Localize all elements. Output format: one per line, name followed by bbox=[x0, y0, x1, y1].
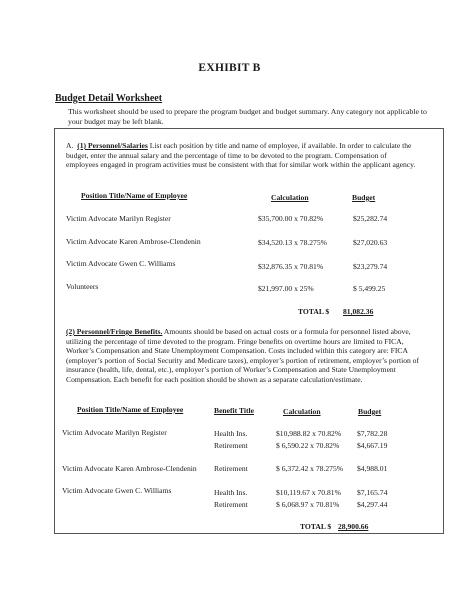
section-a-label: A. bbox=[66, 141, 74, 150]
fringe-total-value: 28,900.66 bbox=[338, 522, 369, 531]
fringe-benefit-calculation: $10,119.67 x 70.81% bbox=[276, 488, 341, 497]
salary-row-budget: $25,282.74 bbox=[353, 214, 388, 223]
salaries-header-budget: Budget bbox=[352, 193, 376, 202]
section-a-text: List each position by title and name of employee, if available. In order to calculate the budget, enter the annual salary and the percentage of time to be devoted to the program. Compensation of employees engaged in program activities must be consistent with that for similar work within the applicant agency. bbox=[66, 141, 416, 170]
fringe-benefit-budget: $4,667.19 bbox=[357, 441, 388, 450]
fringe-header-budget: Budget bbox=[358, 407, 382, 416]
fringe-benefit-title: Retirement bbox=[214, 441, 248, 450]
fringe-benefit-budget: $7,782.28 bbox=[357, 429, 388, 438]
salary-row-calculation: $35,700.00 x 70.82% bbox=[258, 214, 324, 223]
salary-row-position: Victim Advocate Karen Ambrose-Clendenin bbox=[66, 237, 201, 246]
salaries-total-value: 81,082.36 bbox=[343, 307, 374, 316]
fringe-benefit-title: Health Ins. bbox=[214, 488, 248, 497]
section-a-intro bbox=[66, 141, 416, 170]
fringe-benefit-calculation: $ 6,068.97 x 70.81% bbox=[276, 500, 340, 509]
salary-row-budget: $ 5,499.25 bbox=[353, 284, 386, 293]
fringe-header-position: Position Title/Name of Employee bbox=[77, 405, 184, 414]
salary-row-position: Victim Advocate Gwen C. Williams bbox=[66, 259, 176, 268]
salaries-total-label: TOTAL $ bbox=[298, 307, 330, 316]
fringe-row-position: Victim Advocate Gwen C. Williams bbox=[62, 486, 172, 495]
fringe-benefit-title: Health Ins. bbox=[214, 429, 248, 438]
salaries-header-position: Position Title/Name of Employee bbox=[81, 191, 188, 200]
fringe-text: Amounts should be based on actual costs or a formula for personnel listed above, utilizing the percentage of time devoted to the program. Fringe benefits on overtime hours are limited to FICA, Worker’s Compensation and State Unemployment Compensation. Costs included within this category are: FICA (employer’s portion of Social Security and Medicare taxes), employer’s portion of retirement, employer’s portion of insurance (health, life, dental, etc.), employer’s portion of Worker’s Compensation and State Unemployment Compensation. Each benefit for each position should be shown as a separate calculation/estimate. bbox=[66, 327, 420, 384]
salary-row-position: Victim Advocate Marilyn Register bbox=[66, 214, 171, 223]
exhibit-title: EXHIBIT B bbox=[198, 62, 261, 74]
fringe-header-calculation: Calculation bbox=[283, 407, 321, 416]
fringe-row-position: Victim Advocate Karen Ambrose-Clendenin bbox=[62, 464, 197, 473]
salary-row-budget: $23,279.74 bbox=[353, 262, 388, 271]
fringe-benefit-calculation: $ 6,372.42 x 78.275% bbox=[276, 464, 344, 473]
fringe-total-label: TOTAL $ bbox=[300, 522, 332, 531]
fringe-header-benefit: Benefit Title bbox=[214, 406, 255, 415]
worksheet-intro: This worksheet should be used to prepare the program budget and budget summary. Any category not applicable to your budget may be left blank. bbox=[68, 107, 427, 126]
salary-row-budget: $27,020.63 bbox=[353, 238, 388, 247]
fringe-title: (2) Personnel/Fringe Benefits. bbox=[66, 327, 163, 336]
salary-row-calculation: $21,997.00 x 25% bbox=[258, 284, 314, 293]
section-a-title: (1) Personnel/Salaries bbox=[77, 141, 148, 150]
salary-row-position: Volunteers bbox=[66, 282, 99, 291]
fringe-benefit-budget: $7,165.74 bbox=[357, 488, 388, 497]
salaries-header-calculation: Calculation bbox=[271, 193, 309, 202]
fringe-intro bbox=[66, 327, 422, 385]
fringe-benefit-budget: $4,988.01 bbox=[357, 464, 388, 473]
fringe-benefit-budget: $4,297.44 bbox=[357, 500, 388, 509]
fringe-benefit-calculation: $ 6,590.22 x 70.82% bbox=[276, 441, 340, 450]
salary-row-calculation: $32,876.35 x 70.81% bbox=[258, 262, 324, 271]
worksheet-heading: Budget Detail Worksheet bbox=[55, 93, 163, 104]
fringe-benefit-calculation: $10,988.82 x 70.82% bbox=[276, 429, 342, 438]
fringe-benefit-title: Retirement bbox=[214, 500, 248, 509]
fringe-benefit-title: Retirement bbox=[214, 464, 248, 473]
salary-row-calculation: $34,520.13 x 78.275% bbox=[258, 238, 327, 247]
fringe-row-position: Victim Advocate Marilyn Register bbox=[62, 428, 167, 437]
